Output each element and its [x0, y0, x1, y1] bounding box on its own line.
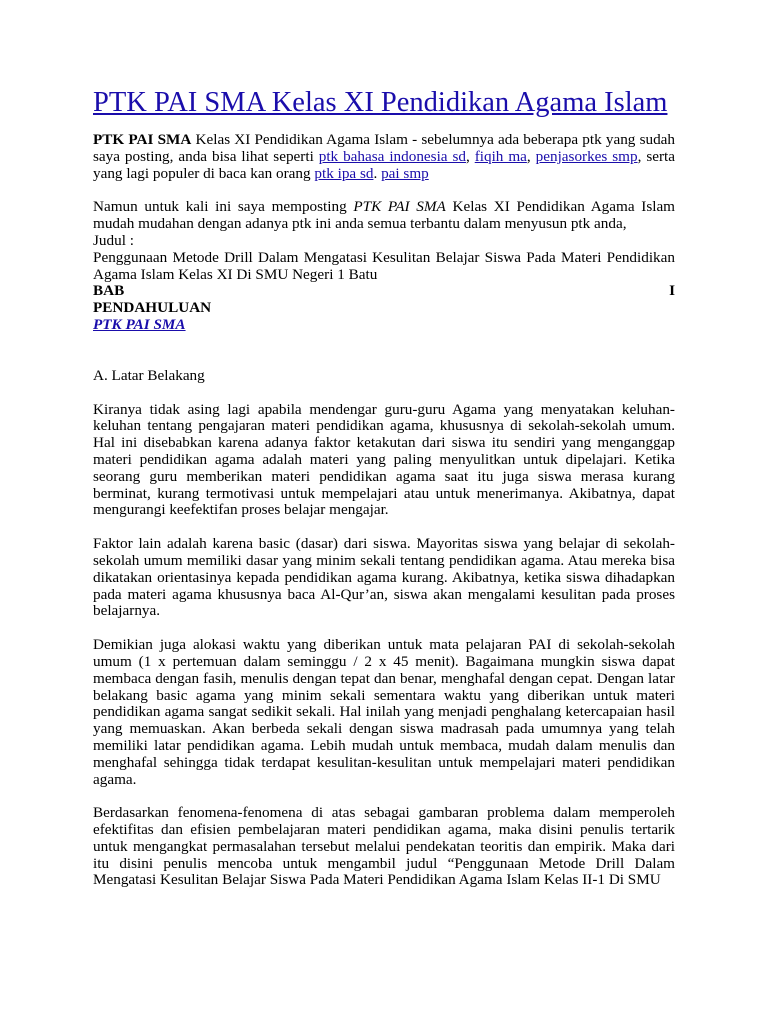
para2-text-2: Kelas XI Pendidikan Agama Islam mudah mudahan dengan adanya ptk ini anda semua terbantu dalam menyusun ptk anda, — [93, 198, 675, 233]
spacer — [93, 385, 675, 402]
intro-text-1: Kelas XI Pendidikan Agama Islam - sebelumnya ada beberapa ptk yang sudah saya posting, anda bisa lihat seperti — [93, 131, 676, 165]
article-body — [93, 86, 675, 889]
body-paragraph: Kiranya tidak asing lagi apabila mendengar guru-guru Agama yang menyatakan keluhan-keluhan tentang pengajaran materi pendidikan agama, khususnya di sekolah-sekolah umum. Hal ini disebabkan karena adanya faktor ketakutan dari siswa itu sendiri yang menganggap materi pendidikan agama adalah materi yang paling menyulitkan untuk dipelajari. Ketika seorang guru memberikan materi pendidikan agama saat itu juga siswa merasa kurang berminat, kurang termotivasi untuk mempelajari atau untuk menerimanya. Akibatnya, dapat mengurangi keefektifan proses belajar mengajar. — [93, 400, 675, 519]
spacer — [93, 620, 675, 637]
body-paragraph: Demikian juga alokasi waktu yang diberikan untuk mata pelajaran PAI di sekolah-sekolah umum (1 x pertemuan dalam seminggu / 2 x 45 menit). Bagaimana mungkin siswa dapat membaca dengan fasih, menulis dengan tepat dan benar, menghafal dengan cepat. Dengan latar belakang basic agama yang minim sekali sementara waktu yang diberikan untuk materi pendidikan agama sangat sedikit sekali. Hal inilah yang menjadi penghalang ketercapaian hasil yang memuaskan. Akan berbeda sekali dengan siswa madrasah pada umumnya yang telah memiliki latar pendidikan agama. Lebih mudah untuk membaca, mudah dalam menulis dan menghafal sehingga tidak terdapat kesulitan-kesulitan untuk mempelajari materi pendidikan agama. — [93, 636, 675, 788]
spacer — [93, 351, 675, 368]
intro-sep-1: , — [465, 147, 475, 165]
bab-heading — [93, 283, 675, 300]
link-ptk-bahasa-indonesia-sd[interactable]: ptk bahasa indonesia sd — [318, 147, 466, 165]
judul-text: Penggunaan Metode Drill Dalam Mengatasi Kesulitan Belajar Siswa Pada Materi Pendidikan Agama Islam Kelas XI Di SMU Negeri 1 Batu — [93, 248, 675, 283]
intro-sep-2: , — [526, 147, 536, 165]
spacer — [93, 788, 675, 805]
intro-sep-3: . — [373, 164, 382, 182]
para2-italic: PTK PAI SMA — [353, 198, 446, 216]
para2-text-1: Namun untuk kali ini saya memposting — [93, 198, 354, 216]
bab-left: BAB — [93, 282, 125, 300]
spacer — [93, 182, 675, 199]
section-heading: A. Latar Belakang — [93, 366, 205, 384]
intro-paragraph — [93, 132, 675, 182]
link-ptk-ipa-sd[interactable]: ptk ipa sd — [314, 164, 374, 182]
pendahuluan-heading: PENDAHULUAN — [93, 299, 212, 317]
spacer — [93, 334, 675, 351]
judul-label: Judul : — [93, 231, 134, 249]
bab-right: I — [669, 282, 675, 300]
body-paragraph: Berdasarkan fenomena-fenomena di atas sebagai gambaran problema dalam memperoleh efektifitas dan efisien pembelajaran materi pendidikan agama, maka disini penulis tertarik untuk mengangkat permasalahan tersebut melalui pendekatan teoritis dan empirik. Maka dari itu disini penulis mencoba untuk mengambil judul “Penggunaan Metode Drill Dalam Mengatasi Kesulitan Belajar Siswa Pada Materi Pendidikan Agama Islam Kelas II-1 Di SMU — [93, 804, 675, 889]
ptk-pai-sma-link[interactable]: PTK PAI SMA — [93, 315, 186, 333]
body-paragraph: Faktor lain adalah karena basic (dasar) dari siswa. Mayoritas siswa yang belajar di sekolah-sekolah umum memiliki dasar yang minim sekali tentang pendidikan agama. Atau mereka bisa dikatakan orientasinya kepada pendidikan agama kurang. Akibatnya, ketika siswa dihadapkan pada materi agama khususnya baca Al-Qur’an, siswa akan mengalami kesulitan pada proses belajarnya. — [93, 535, 675, 620]
link-pai-smp[interactable]: pai smp — [381, 164, 429, 182]
intro-text-2: , serta yang lagi populer di baca kan orang — [93, 147, 675, 182]
article-title-link[interactable]: PTK PAI SMA Kelas XI Pendidikan Agama Islam — [93, 87, 668, 118]
intro-bold-lead: PTK PAI SMA — [93, 131, 192, 148]
link-penjasorkes-smp[interactable]: penjasorkes smp — [535, 147, 638, 165]
spacer — [93, 519, 675, 536]
para-memposting — [93, 199, 675, 233]
link-fiqih-ma[interactable]: fiqih ma — [474, 147, 527, 165]
